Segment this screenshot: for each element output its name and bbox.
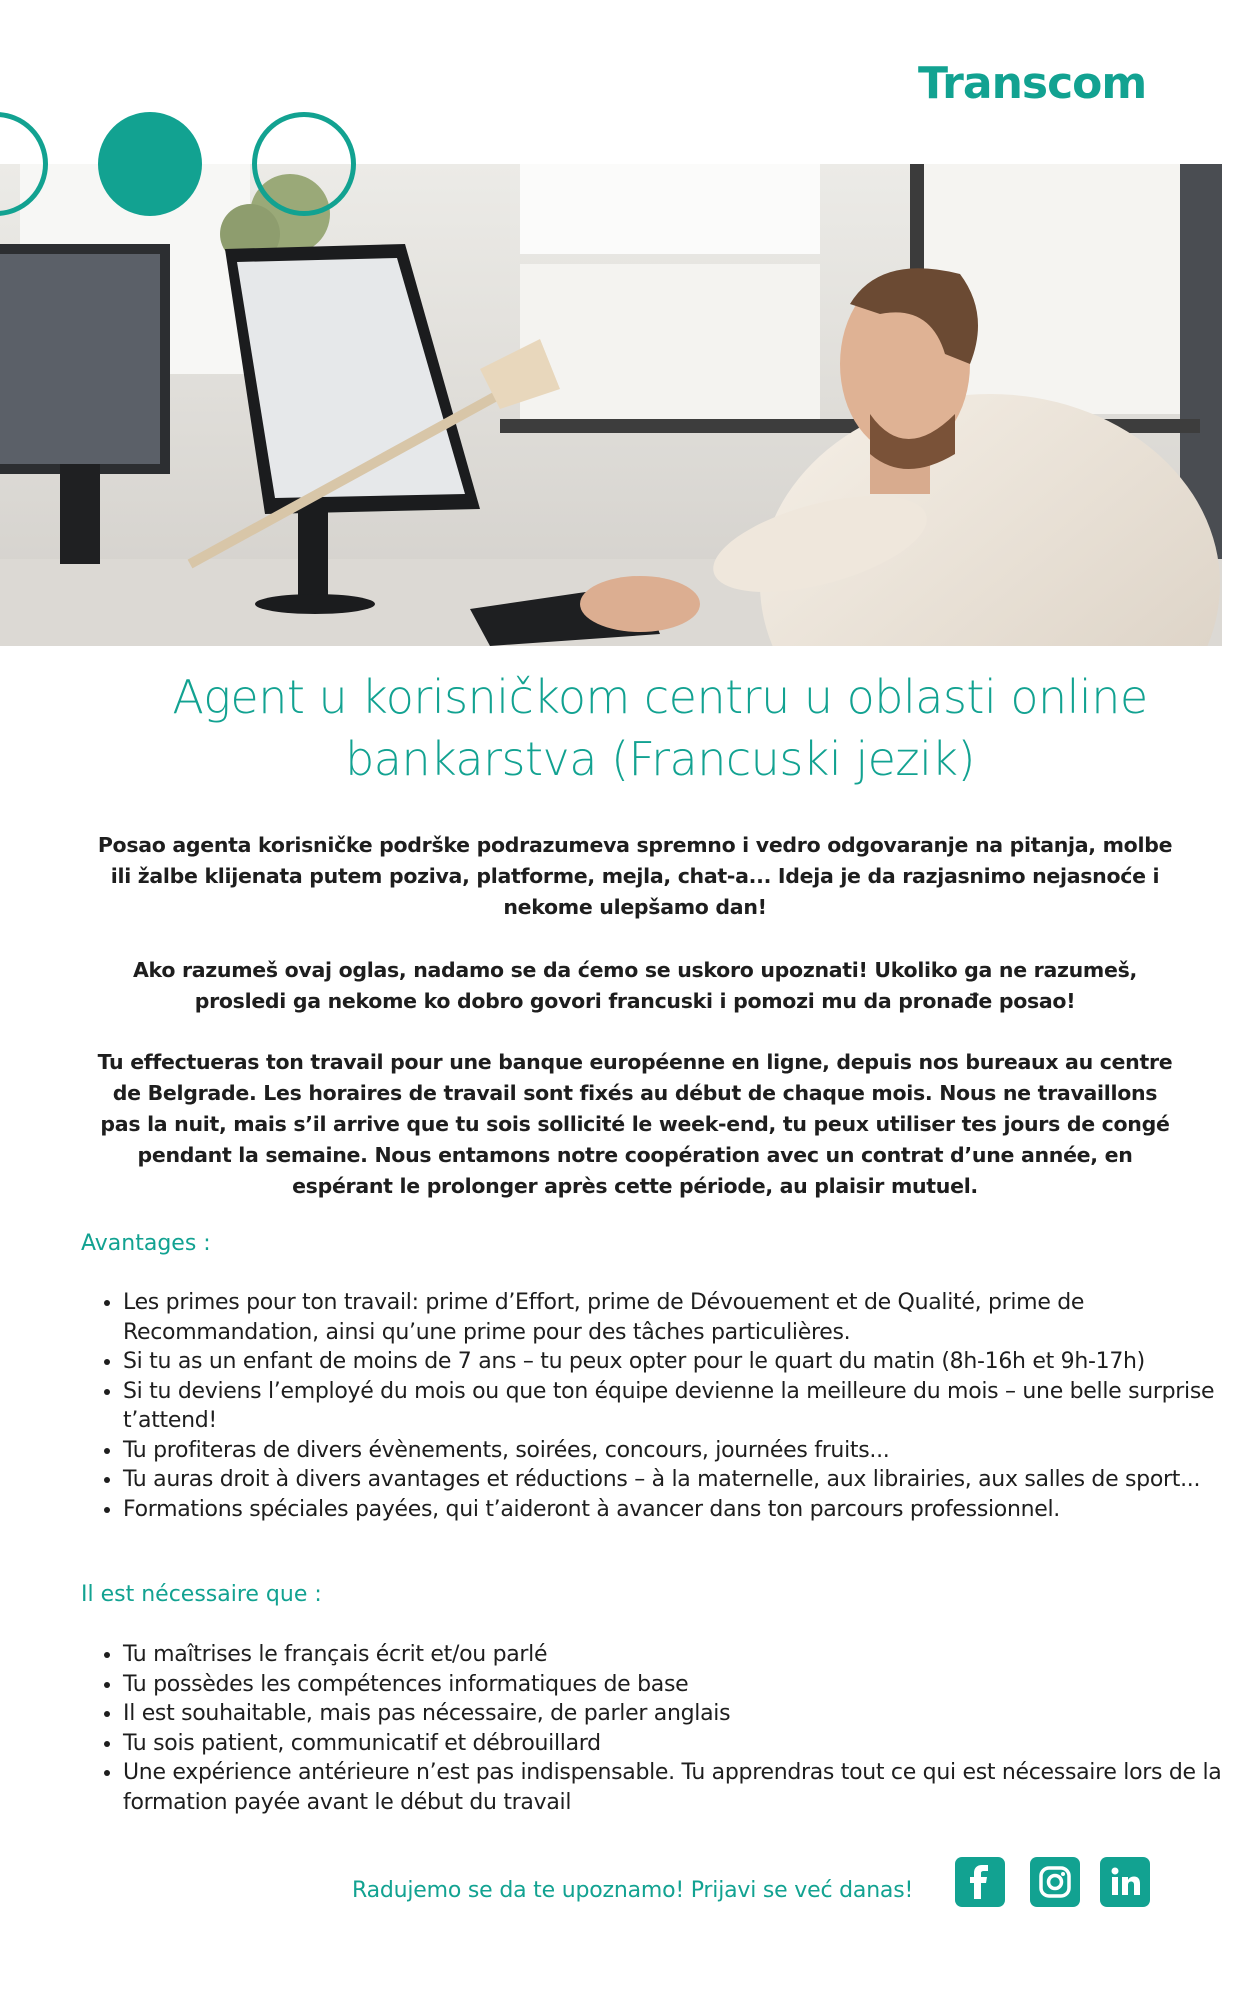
list-item: • Si tu as un enfant de moins de 7 ans – tu peux opter pour le quart du matin (8h-16h et 9h-17h) [123, 1347, 1233, 1377]
list-item: • Les primes pour ton travail: prime d’Effort, prime de Dévouement et de Qualité, prime de Recommandation, ainsi qu’une prime pour des tâches particulières. [123, 1288, 1233, 1347]
list-item: • Tu profiteras de divers évènements, soirées, concours, journées fruits... [123, 1436, 1233, 1466]
intro-paragraph-3: Tu effectueras ton travail pour une banque européenne en ligne, depuis nos bureaux au centre de Belgrade. Les horaires de travail sont fixés au début de chaque mois. Nous ne travaillons pas la nuit, mais s’il arrive que tu sois sollicité le week-end, tu peux utiliser tes jours de congé pendant la semaine. Nous entamons notre coopération avec un contrat d’une année, en espérant le prolonger après cette période, au plaisir mutuel. [97, 1050, 1173, 1198]
list-item: • Si tu deviens l’employé du mois ou que ton équipe devienne la meilleure du mois – une belle surprise t’attend! [123, 1377, 1233, 1436]
list-item: • Tu maîtrises le français écrit et/ou parlé [123, 1640, 1233, 1670]
instagram-button[interactable] [1030, 1857, 1080, 1907]
advantages-heading: Avantages : [81, 1231, 211, 1256]
list-item: • Il est souhaitable, mais pas nécessaire, de parler anglais [123, 1699, 1233, 1729]
office-scene-illustration [0, 164, 1222, 646]
list-item: • Une expérience antérieure n’est pas indispensable. Tu apprendras tout ce qui est nécessaire lors de la formation payée avant le début du travail [123, 1758, 1233, 1817]
decorative-circle-filled [98, 112, 202, 216]
requirements-list [81, 1640, 1233, 1817]
list-item: • Tu auras droit à divers avantages et réductions – à la maternelle, aux librairies, aux salles de sport... [123, 1465, 1233, 1495]
instagram-icon [1038, 1865, 1072, 1899]
requirements-heading: Il est nécessaire que : [81, 1582, 322, 1607]
intro-paragraph-1: Posao agenta korisničke podrške podrazumeva spremno i vedro odgovaranje na pitanja, molbe ili žalbe klijenata putem poziva, platforme, mejla, chat-a... Ideja je da razjasnimo nejasnoće i nekome ulepšamo dan! [97, 833, 1173, 919]
hero-photo [0, 164, 1222, 646]
linkedin-button[interactable] [1100, 1857, 1150, 1907]
list-item: • Tu sois patient, communicatif et débrouillard [123, 1729, 1233, 1759]
job-title: Agent u korisničkom centru u oblasti online bankarstva (Francuski jezik) [172, 670, 1148, 786]
advantages-list [81, 1288, 1233, 1524]
linkedin-icon [1109, 1866, 1141, 1898]
transcom-logo: Transcom [918, 58, 1147, 109]
list-item: • Formations spéciales payées, qui t’aideront à avancer dans ton parcours professionnel. [123, 1495, 1233, 1525]
list-item: • Tu possèdes les compétences informatiques de base [123, 1670, 1233, 1700]
facebook-button[interactable] [955, 1857, 1005, 1907]
decorative-circle-outline-right [252, 112, 356, 216]
apply-call-to-action: Radujemo se da te upoznamo! Prijavi se već danas! [352, 1878, 914, 1903]
intro-paragraph-2: Ako razumeš ovaj oglas, nadamo se da ćemo se uskoro upoznati! Ukoliko ga ne razumeš, prosledi ga nekome ko dobro govori francuski i pomozi mu da pronađe posao! [132, 958, 1137, 1013]
facebook-icon [965, 1865, 995, 1899]
